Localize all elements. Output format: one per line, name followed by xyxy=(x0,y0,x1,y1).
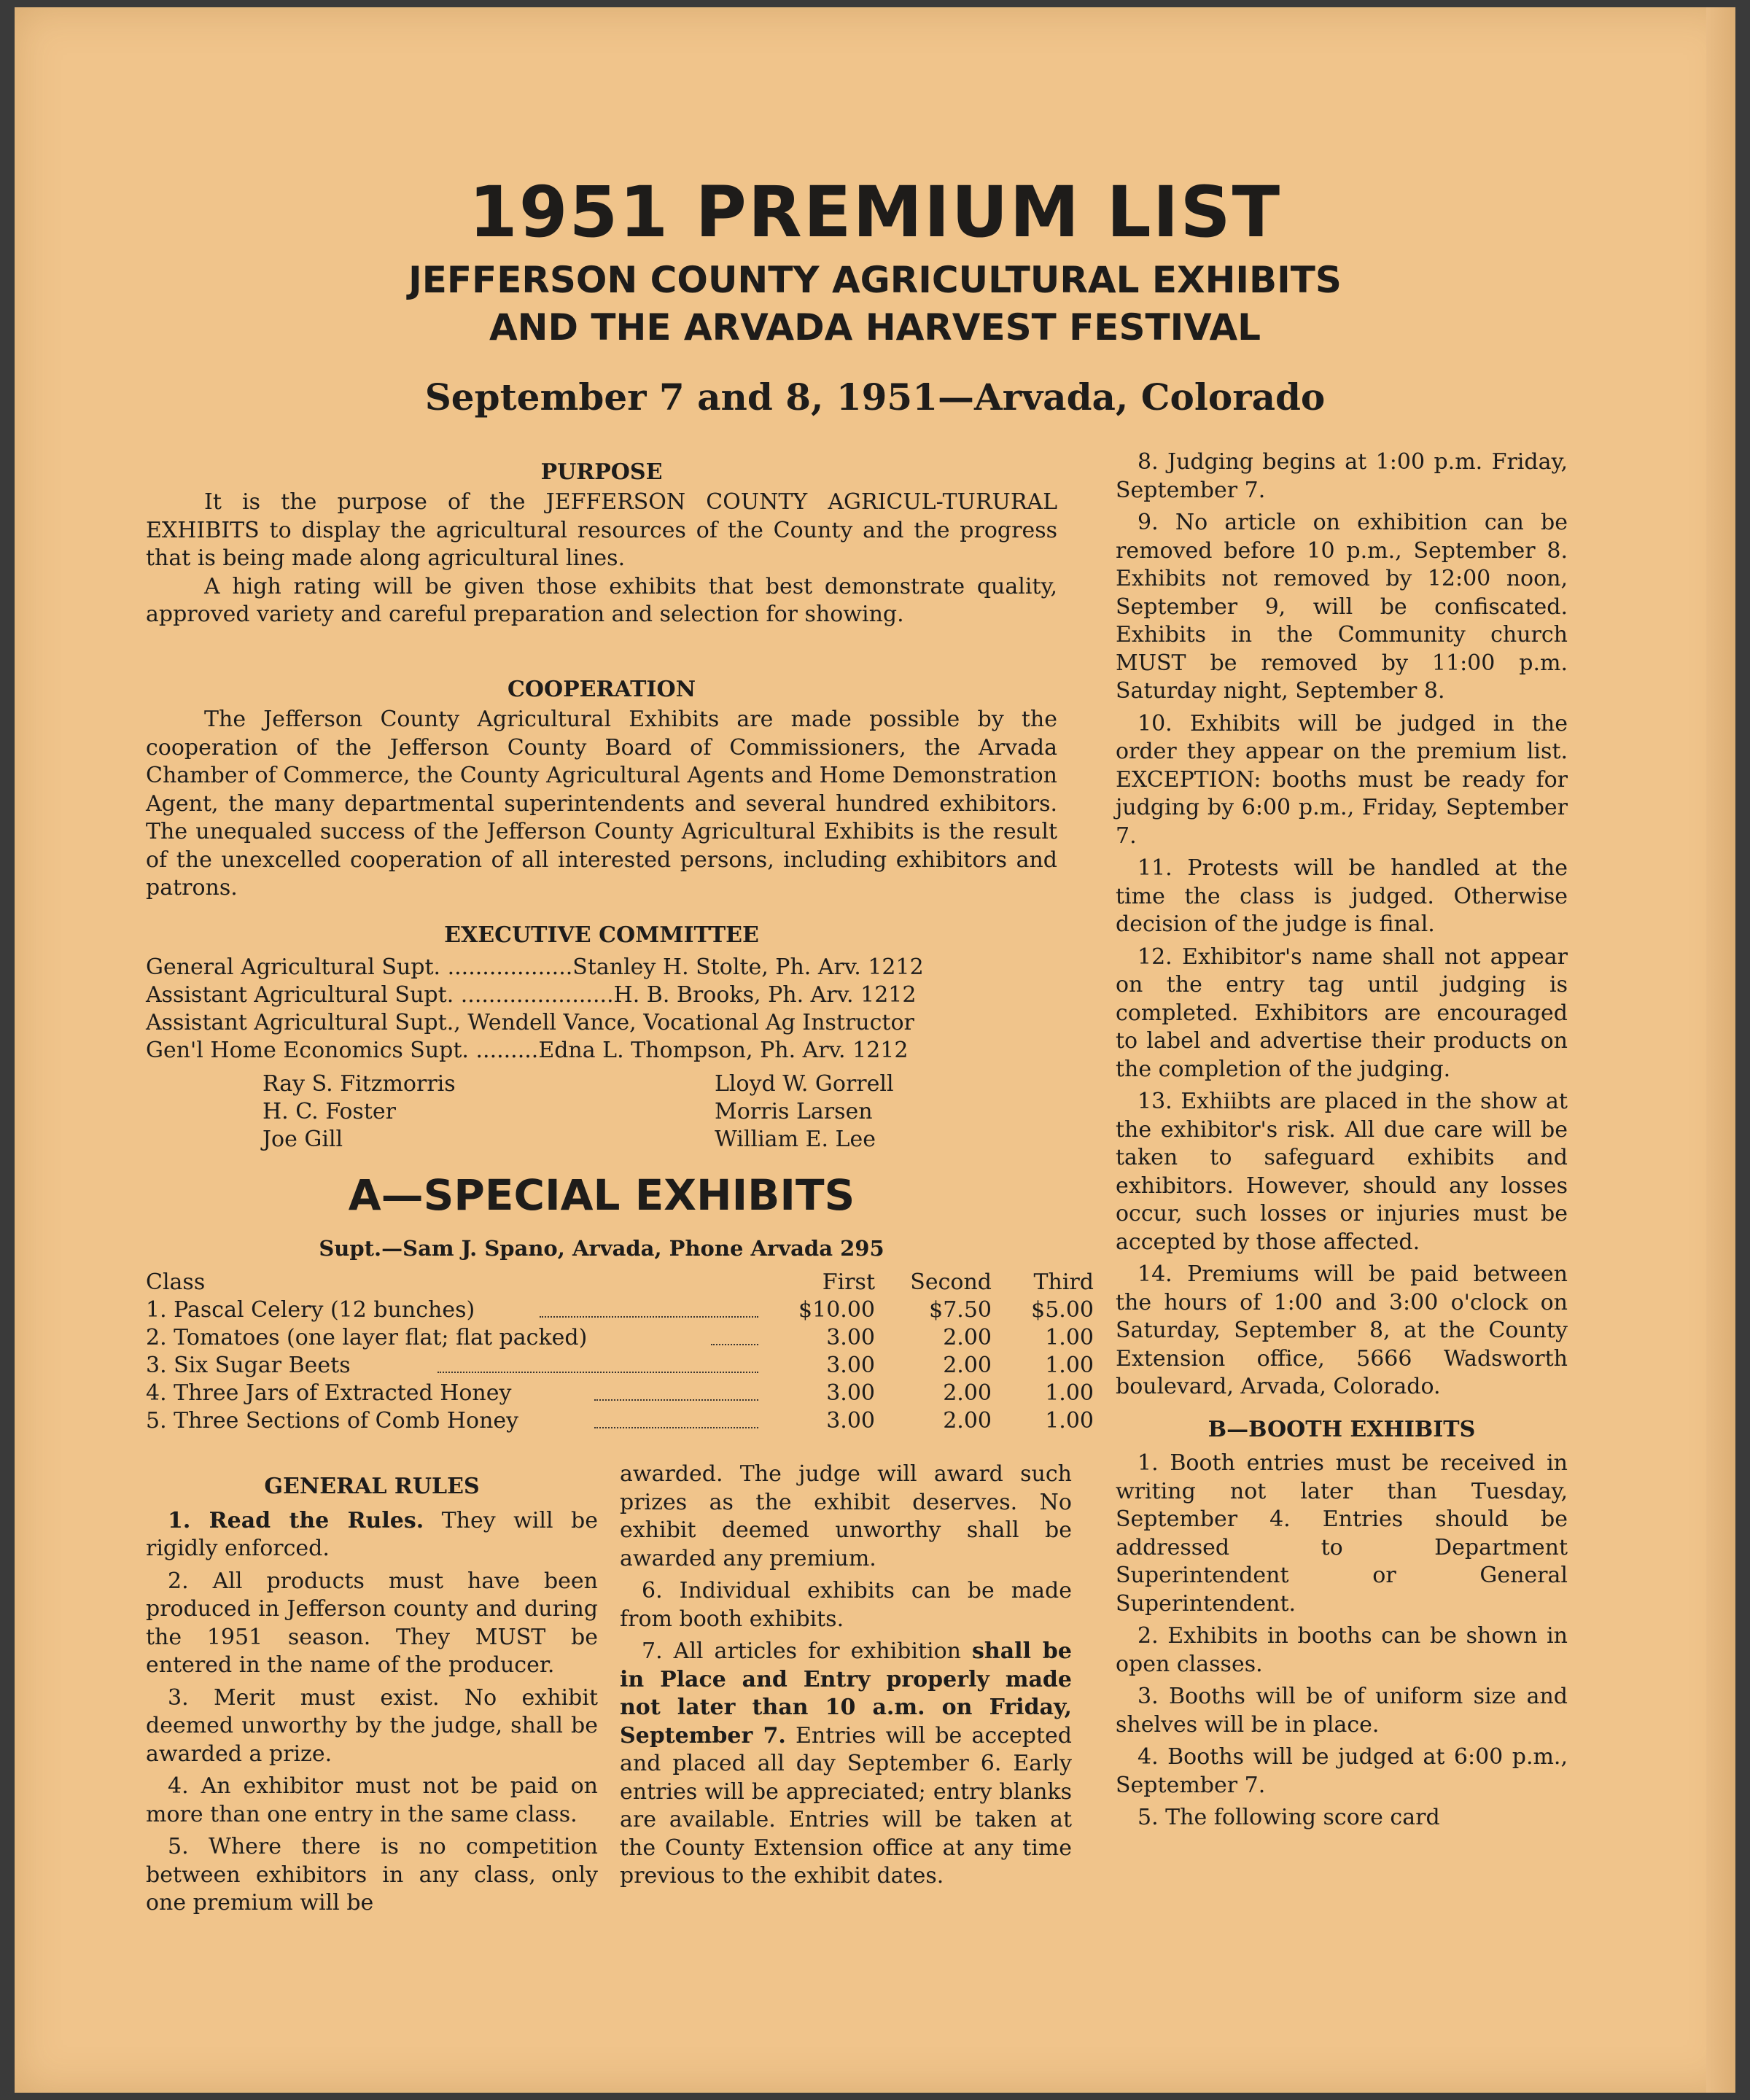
premium-table-row xyxy=(146,1407,1094,1435)
rules-column-3 xyxy=(1116,448,1568,1837)
rule-6: 6. Individual exhibits can be made from booth exhibits. xyxy=(620,1578,1072,1632)
rules-column-1 xyxy=(146,1473,598,1922)
booth-rule-5: 5. The following score card xyxy=(1138,1805,1440,1830)
booth-rule-3: 3. Booths will be of uniform size and shelves will be in place. xyxy=(1116,1684,1568,1738)
third-prize: 1.00 xyxy=(1045,1325,1094,1350)
purpose-paragraph-2: A high rating will be given those exhibits that best demonstrate quality, approved variety and careful preparation and selection for showing. xyxy=(146,573,1057,627)
column-header-class: Class xyxy=(146,1269,206,1295)
dot-leader xyxy=(594,1427,758,1428)
class-name: 1. Pascal Celery (12 bunches) xyxy=(146,1297,475,1323)
rule-5-continued: awarded. The judge will award such prizes as the exhibit deserves. No exhibit deemed unworthy shall be awarded any premium. xyxy=(620,1461,1072,1571)
booth-exhibits-heading: B—BOOTH EXHIBITS xyxy=(1208,1416,1476,1442)
third-prize: 1.00 xyxy=(1045,1380,1094,1406)
rule-1-text: They will be rigidly enforced. xyxy=(146,1507,598,1561)
special-exhibits-heading: A—SPECIAL EXHIBITS xyxy=(348,1170,855,1220)
rule-7-bold: shall be in Place and Entry properly made not later than 10 a.m. on Friday, September 7. xyxy=(620,1638,1072,1749)
first-prize: 3.00 xyxy=(826,1408,875,1434)
column-header-first: First xyxy=(822,1269,875,1295)
event-date: September 7 and 8, 1951—Arvada, Colorado xyxy=(424,376,1326,419)
rule-3: 3. Merit must exist. No exhibit deemed unworthy by the judge, shall be awarded a prize. xyxy=(146,1684,598,1767)
first-prize: 3.00 xyxy=(826,1380,875,1406)
second-prize: 2.00 xyxy=(943,1325,992,1350)
second-prize: 2.00 xyxy=(943,1408,992,1434)
column-header-second: Second xyxy=(910,1269,992,1295)
third-prize: 1.00 xyxy=(1045,1408,1094,1434)
purpose-section xyxy=(146,489,1057,629)
rule-14: 14. Premiums will be paid between the hours of 1:00 and 3:00 o'clock on Saturday, September 8, at the County Extension office, 5666 Wadsworth boulevard, Arvada, Colorado. xyxy=(1116,1261,1568,1399)
column-header-third: Third xyxy=(1033,1269,1094,1295)
booth-rule-4: 4. Booths will be judged at 6:00 p.m., September 7. xyxy=(1116,1744,1568,1798)
general-rules-heading: GENERAL RULES xyxy=(264,1474,480,1499)
premium-table-row xyxy=(146,1380,1094,1407)
cooperation-heading: COOPERATION xyxy=(507,677,696,702)
premium-table-row xyxy=(146,1352,1094,1380)
rule-10: 10. Exhibits will be judged in the order they appear on the premium list. EXCEPTION: booths must be ready for judging by 6:00 p.m., Friday, September 7. xyxy=(1116,710,1568,849)
booth-rule-2: 2. Exhibits in booths can be shown in open classes. xyxy=(1116,1623,1568,1677)
cooperation-paragraph: The Jefferson County Agricultural Exhibits are made possible by the cooperation of the Jefferson County Board of Commissioners, the Arvada Chamber of Commerce, the County Agricultural Agents and Home Demonstration Agent, the many departmental superintendents and several hundred exhibitors. The unequaled success of the Jefferson County Agricultural Exhibits is the result of the unexcelled cooperation of all interested persons, including exhibitors and patrons. xyxy=(146,707,1057,901)
rule-2: 2. All products must have been produced in Jefferson county and during the 1951 season. They MUST be entered in the name of the producer. xyxy=(146,1568,598,1678)
premium-table-header xyxy=(146,1269,1094,1296)
premium-table-row xyxy=(146,1296,1094,1324)
rule-13: 13. Exhiibts are placed in the show at the exhibitor's risk. All due care will be taken to safeguard exhibits and exhibitors. However, should any losses occur, such losses or injuries must be accepted by those affected. xyxy=(1116,1089,1568,1255)
subtitle-line-2: AND THE ARVADA HARVEST FESTIVAL xyxy=(489,306,1261,349)
rule-7-text: 7. All articles for exhibition xyxy=(642,1638,973,1664)
committee-member: William E. Lee xyxy=(715,1127,876,1152)
committee-member: Morris Larsen xyxy=(715,1099,873,1124)
document-page xyxy=(15,7,1735,2093)
premium-table-row xyxy=(146,1324,1094,1352)
rule-4: 4. An exhibitor must not be paid on more than one entry in the same class. xyxy=(146,1773,598,1827)
third-prize: $5.00 xyxy=(1031,1297,1094,1323)
special-exhibits-superintendent: Supt.—Sam J. Spano, Arvada, Phone Arvada 295 xyxy=(319,1236,884,1261)
first-prize: 3.00 xyxy=(826,1325,875,1350)
committee-member: H. C. Foster xyxy=(262,1099,396,1124)
committee-heading: EXECUTIVE COMMITTEE xyxy=(444,922,759,948)
rule-11: 11. Protests will be handled at the time the class is judged. Otherwise decision of the judge is final. xyxy=(1116,855,1568,937)
second-prize: 2.00 xyxy=(943,1353,992,1378)
committee-member: Lloyd W. Gorrell xyxy=(715,1071,894,1097)
cooperation-section xyxy=(146,706,1057,903)
committee-line-1: General Agricultural Supt. ..................Stanley H. Stolte, Ph. Arv. 1212 xyxy=(146,954,924,980)
rules-column-2 xyxy=(620,1461,1072,1895)
subtitle-line-1: JEFFERSON COUNTY AGRICULTURAL EXHIBITS xyxy=(408,259,1342,301)
third-prize: 1.00 xyxy=(1045,1353,1094,1378)
committee-member: Joe Gill xyxy=(262,1127,343,1152)
class-name: 2. Tomatoes (one layer flat; flat packed) xyxy=(146,1325,588,1350)
class-name: 3. Six Sugar Beets xyxy=(146,1353,351,1378)
document-title: 1951 PREMIUM LIST xyxy=(468,171,1282,253)
second-prize: $7.50 xyxy=(929,1297,992,1323)
committee-line-3: Assistant Agricultural Supt., Wendell Vance, Vocational Ag Instructor xyxy=(146,1010,914,1035)
class-name: 5. Three Sections of Comb Honey xyxy=(146,1408,519,1434)
purpose-heading: PURPOSE xyxy=(540,459,663,485)
committee-line-2: Assistant Agricultural Supt. ......................H. B. Brooks, Ph. Arv. 1212 xyxy=(146,982,917,1008)
rule-1 xyxy=(146,1507,598,1563)
rule-9: 9. No article on exhibition can be removed before 10 p.m., September 8. Exhibits not removed by 12:00 noon, September 9, will be confiscated. Exhibits in the Community church MUST be removed by 11:00 p.m. Saturday night, September 8. xyxy=(1116,510,1568,704)
rule-1-bold: 1. Read the Rules. xyxy=(168,1507,424,1533)
rule-8: 8. Judging begins at 1:00 p.m. Friday, September 7. xyxy=(1116,449,1568,503)
dot-leader xyxy=(540,1316,758,1318)
rule-5: 5. Where there is no competition between exhibitors in any class, only one premium will be xyxy=(146,1834,598,1916)
committee-member: Ray S. Fitzmorris xyxy=(262,1071,456,1097)
dot-leader xyxy=(594,1399,758,1401)
rule-7 xyxy=(620,1638,1072,1891)
dot-leader xyxy=(711,1344,758,1345)
rule-12: 12. Exhibitor's name shall not appear on the entry tag until judging is completed. Exhibitors are encouraged to label and advertise their products on the completion of the judging. xyxy=(1116,944,1568,1082)
class-name: 4. Three Jars of Extracted Honey xyxy=(146,1380,512,1406)
purpose-paragraph-1: It is the purpose of the JEFFERSON COUNTY AGRICUL-TURURAL EXHIBITS to display the agricultural resources of the County and the progress that is being made along agricultural lines. xyxy=(146,489,1057,571)
first-prize: 3.00 xyxy=(826,1353,875,1378)
booth-rule-1: 1. Booth entries must be received in writing not later than Tuesday, September 4. Entries should be addressed to Department Superintendent or General Superintendent. xyxy=(1116,1450,1568,1617)
rule-7-rest: Entries will be accepted and placed all day September 6. Early entries will be appreciated; entry blanks are available. Entries will be taken at the County Extension office at any time previous to the exhibit dates. xyxy=(620,1722,1072,1889)
second-prize: 2.00 xyxy=(943,1380,992,1406)
committee-line-4: Gen'l Home Economics Supt. .........Edna L. Thompson, Ph. Arv. 1212 xyxy=(146,1038,909,1063)
dot-leader xyxy=(438,1372,758,1373)
first-prize: $10.00 xyxy=(798,1297,875,1323)
